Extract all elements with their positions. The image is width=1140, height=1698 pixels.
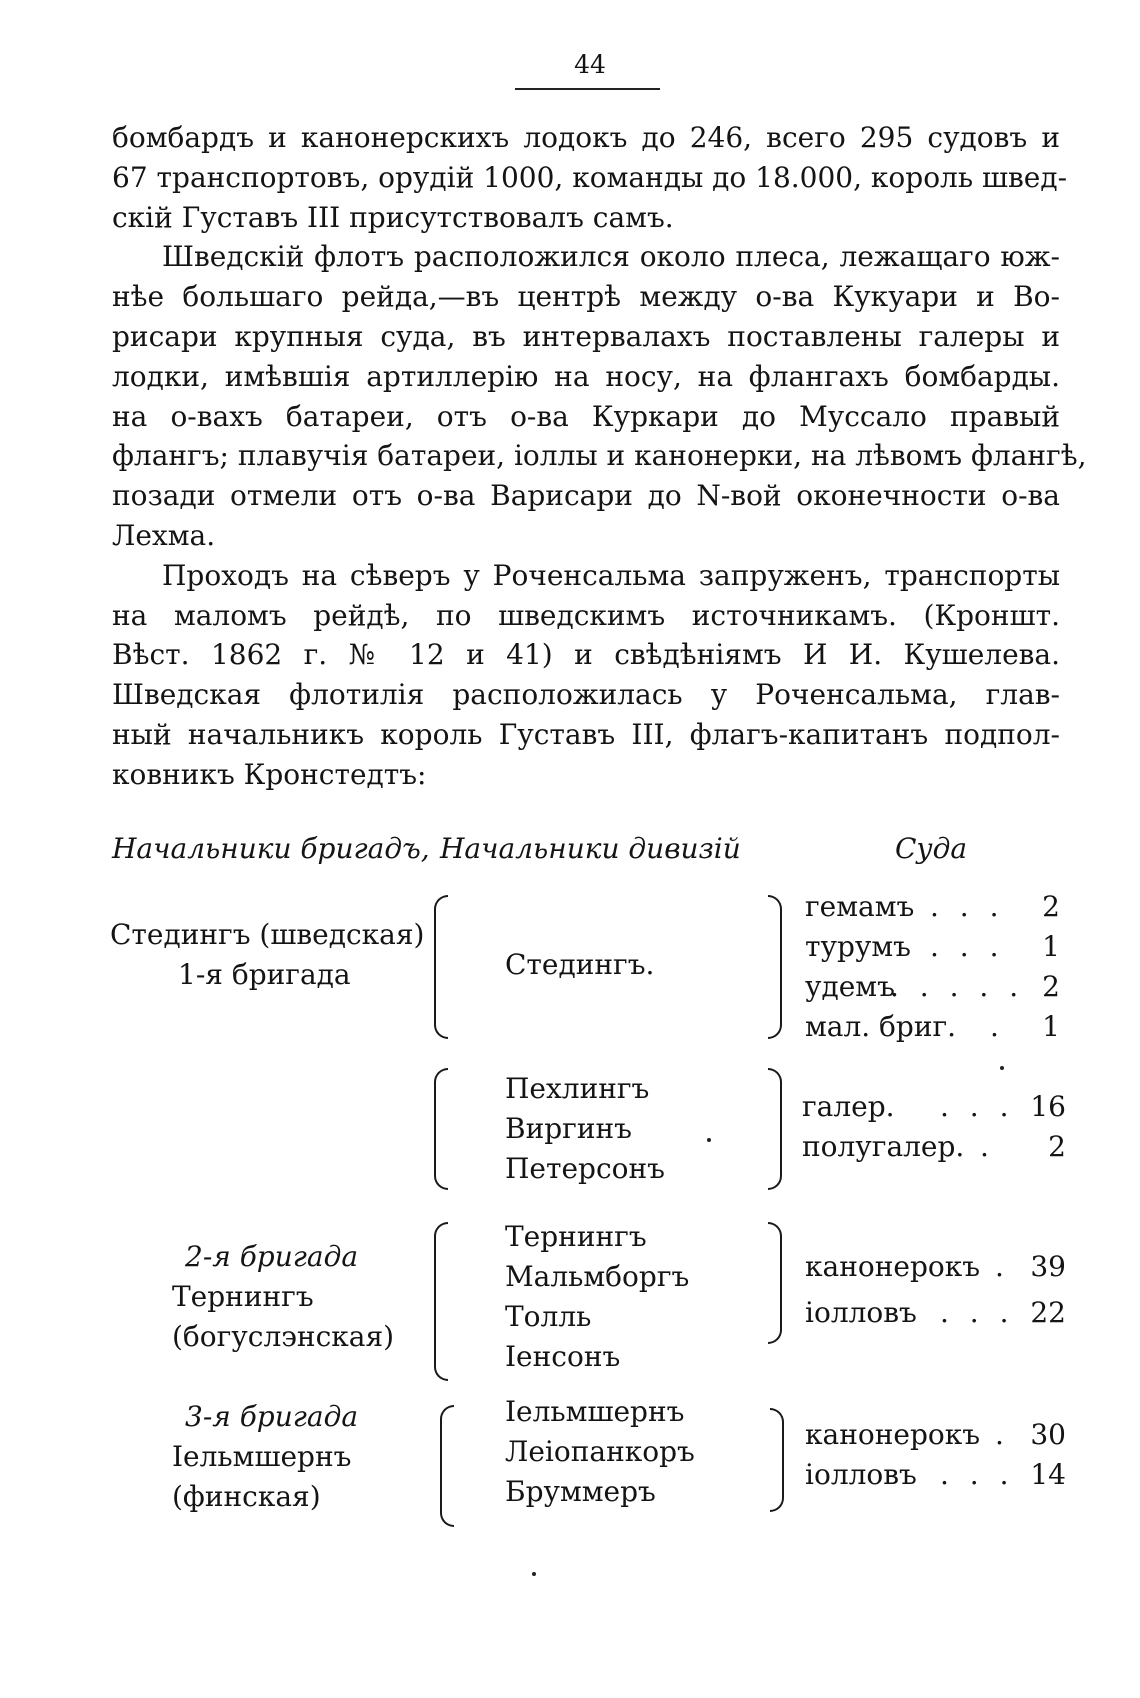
ship-count: 14: [1030, 1458, 1066, 1491]
ship-count: 22: [1030, 1296, 1066, 1329]
text-line: Вѣст. 1862 г. № 12 и 41) и свѣдѣніямъ И И. Кушелева.: [112, 638, 1060, 672]
text-line: на о-вахъ батареи, отъ о-ва Куркари до Муссало правый: [112, 399, 1060, 433]
left-brace: [434, 895, 448, 1039]
text-line: лодки, имѣвшія артиллерію на носу, на флангахъ бомбарды.: [112, 359, 1060, 393]
ship-count: 30: [1030, 1418, 1066, 1451]
right-brace: [768, 1222, 782, 1344]
page-number-rule: [515, 88, 660, 90]
right-brace: [770, 1408, 784, 1512]
division-line: Мальмборгъ: [505, 1260, 690, 1293]
ship-count: 2: [1042, 970, 1060, 1003]
brigade-line: Іельмшернъ: [172, 1440, 352, 1473]
header-brigades: Начальники бригадъ,: [112, 832, 430, 865]
leader-dots: .: [995, 1250, 1010, 1283]
leader-dots: . . . . .: [890, 970, 1025, 1003]
ship-count: 16: [1030, 1090, 1066, 1123]
text-line: нѣе большаго рейда,—въ центрѣ между о-ва Кукуари и Во-: [112, 280, 1060, 314]
page-number: 44: [574, 50, 606, 79]
right-brace: [768, 895, 782, 1039]
leader-dots: .: [995, 1418, 1010, 1451]
brigade-line: (богуслэнская): [172, 1320, 395, 1353]
ship-name: іолловъ: [805, 1296, 917, 1329]
division-line: Виргинъ: [505, 1112, 632, 1145]
division-line: Толль: [505, 1300, 592, 1333]
text-line: Шведская флотилія расположилась у Роченсальма, глав-: [112, 678, 1060, 712]
leader-dots: . . .: [930, 930, 1005, 963]
leader-dots: . . .: [930, 890, 1005, 923]
brigade-line: 3-я бригада: [185, 1400, 359, 1433]
left-brace: [434, 1068, 448, 1190]
ship-name: мал. бриг.: [805, 1010, 957, 1043]
leader-dots: . . .: [940, 1090, 1015, 1123]
division-line: Леіопанкоръ: [505, 1435, 695, 1468]
header-divisions: Начальники дивизій: [440, 832, 741, 865]
ship-name: гемамъ: [805, 890, 915, 923]
division-line: Пехлингъ: [505, 1072, 650, 1105]
ship-count: 1: [1042, 930, 1060, 963]
body-text: [112, 118, 1087, 795]
brigade-line: 2-я бригада: [185, 1240, 359, 1273]
ship-name: турумъ: [805, 930, 911, 963]
text-line: рисари крупныя суда, въ интервалахъ поставлены галеры и: [112, 319, 1060, 353]
left-brace: [440, 1405, 454, 1527]
ship-count: 2: [1048, 1130, 1066, 1163]
division-line: Петерсонъ: [505, 1152, 665, 1185]
leader-dots: .: [990, 1010, 1005, 1043]
ship-name: галер.: [802, 1090, 895, 1123]
brigade-line: Стедингъ (шведская): [110, 918, 425, 951]
leader-dots: .: [980, 1130, 995, 1163]
text-line: позади отмели отъ о-ва Варисари до N-вой оконечности о-ва: [112, 479, 1060, 513]
ship-name: канонерокъ: [805, 1250, 981, 1283]
text-line: скій Густавъ III присутствовалъ самъ.: [112, 200, 674, 234]
stray-dot: [1000, 1066, 1004, 1070]
division-line: Стедингъ.: [505, 948, 655, 981]
text-line: ный начальникъ король Густавъ III, флагъ-капитанъ подпол-: [112, 717, 1060, 751]
brigade-line: 1-я бригада: [178, 958, 351, 991]
ship-name: полугалер.: [802, 1130, 965, 1163]
text-line: Лехма.: [112, 518, 216, 552]
division-line: Іельмшернъ: [505, 1395, 685, 1428]
text-line: флангъ; плавучія батареи, iоллы и канонерки, на лѣвомъ флангѣ,: [112, 439, 1087, 473]
text-line: бомбардъ и канонерскихъ лодокъ до 246, всего 295 судовъ и: [112, 121, 1060, 154]
text-line: 67 транспортовъ, орудій 1000, команды до 18.000, король швед-: [112, 160, 1068, 194]
left-brace: [434, 1222, 448, 1381]
division-line: Тернингъ: [505, 1220, 647, 1253]
ship-name: канонерокъ: [805, 1418, 981, 1451]
brigade-line: Тернингъ: [172, 1280, 314, 1313]
header-ships: Суда: [895, 832, 968, 865]
right-brace: [768, 1068, 782, 1190]
division-line: Бруммеръ: [505, 1475, 656, 1508]
text-line: Проходъ на сѣверъ у Роченсальма запруженъ, транспорты: [162, 558, 1060, 592]
text-line: ковникъ Кронстедтъ:: [112, 757, 427, 791]
text-line: на маломъ рейдѣ, по шведскимъ источникамъ. (Кроншт.: [112, 598, 1060, 632]
ship-name: іолловъ: [805, 1458, 917, 1491]
ship-count: 1: [1042, 1010, 1060, 1043]
ship-count: 2: [1042, 890, 1060, 923]
leader-dots: . . .: [940, 1458, 1015, 1491]
division-line: Іенсонъ: [505, 1340, 621, 1373]
text-line: Шведскій флотъ расположился около плеса, лежащаго юж-: [162, 240, 1060, 274]
ship-count: 39: [1030, 1250, 1066, 1283]
leader-dots: . . .: [940, 1296, 1015, 1329]
stray-dot: [707, 1138, 711, 1142]
stray-dot: [532, 1572, 536, 1576]
ship-name: удемъ: [805, 970, 895, 1003]
brigade-line: (финская): [172, 1480, 321, 1513]
